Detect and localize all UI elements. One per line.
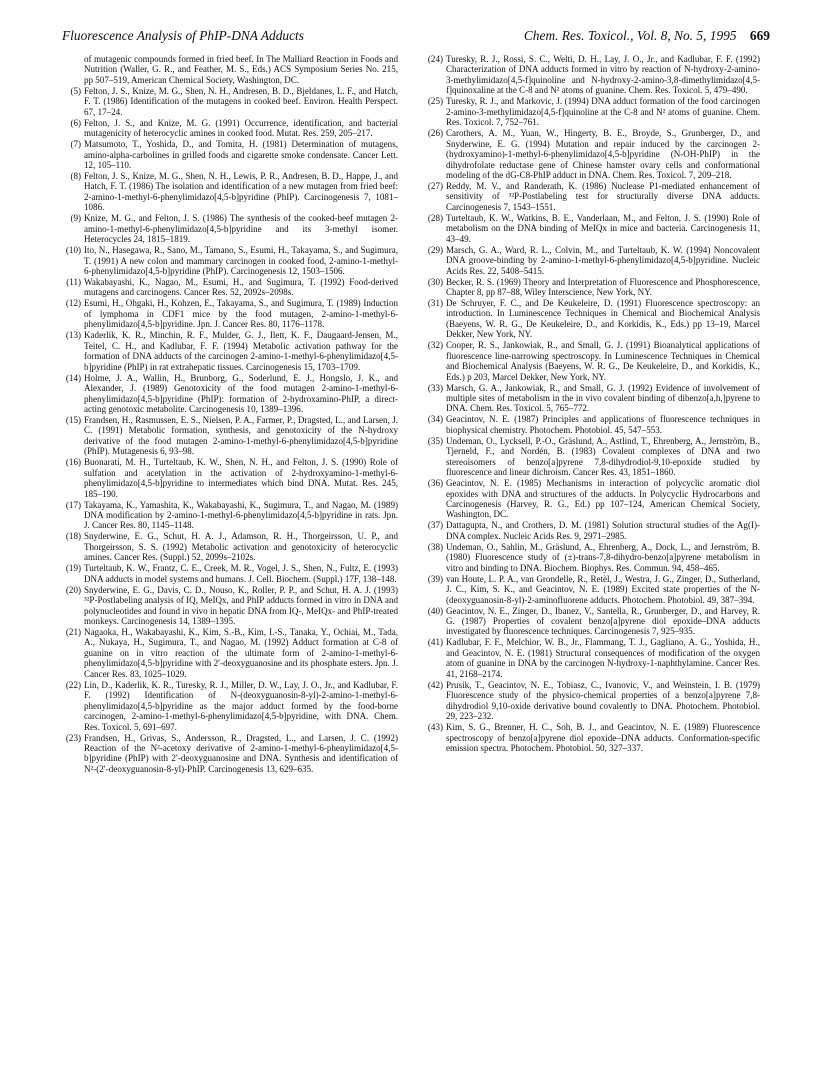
reference-number: (35) — [427, 435, 443, 446]
reference-number: (8) — [70, 170, 81, 181]
reference-text: Esumi, H., Ohgaki, H., Kohzen, E., Takayama, S., and Sugimura, T. (1989) Induction of lymphoma in CDF1 mice by the food mutagen, 2-amino-1-methyl-6-phenylimidazo[4,5-b]pyridine. Jpn. J. Cancer Res. 80, 1176–1178. — [84, 298, 398, 330]
reference-text: Turteltaub, K. W., Watkins, B. E., Vanderlaan, M., and Felton, J. S. (1990) Role of metabolism on the DNA binding of MeIQx in mice and bacteria. Carcinogenesis 11, 43–49. — [446, 212, 760, 244]
reference-number: (26) — [427, 128, 443, 139]
reference-entry — [62, 733, 398, 775]
reference-number: (22) — [65, 679, 81, 690]
reference-entry — [424, 637, 760, 679]
reference-entry — [62, 118, 398, 139]
reference-number: (39) — [427, 573, 443, 584]
reference-number: (15) — [65, 414, 81, 425]
reference-entry — [424, 277, 760, 298]
reference-entry — [62, 563, 398, 584]
reference-entry — [424, 181, 760, 212]
reference-text: Ito, N., Hasegawa, R., Sano, M., Tamano, S., Esumi, H., Takayama, S., and Sugimura, T. (1991) A new colon and mammary carcinogen in cooked food, 2-amino-1-methyl-6-phenylimidazo[4,5-b]pyridine (PhIP). Carcinogenesis 12, 1503–1506. — [84, 245, 398, 277]
reference-text: Holme, J. A., Wallin, H., Brunborg, G., Soderlund, E. J., Hongslo, J. K., and Alexander, J. (1989) Genotoxicity of the food mutagen 2-amino-1-methyl-6-phenylimidazo[4,5-b]pyridine (PhIP): formation of 2-hydroxamino-PhIP, a direct-acting genotoxic metabolite. Carcinogenesis 10, 1389–1396. — [84, 372, 398, 414]
reference-number: (29) — [427, 244, 443, 255]
reference-entry — [424, 414, 760, 435]
reference-entry — [424, 680, 760, 722]
reference-text: Geacintov, N. E., Zinger, D., Ibanez, V., Santella, R., Grunberger, D., and Harvey, R. G. (1987) Properties of covalent benzo[a]pyrene diol epoxide–DNA adducts investigated by fluorescence techniques. Carcinogenesis 7, 925–935. — [446, 605, 760, 637]
reference-number: (19) — [65, 563, 81, 574]
reference-entry — [62, 139, 398, 170]
reference-number: (11) — [66, 277, 81, 288]
reference-number: (34) — [427, 414, 443, 425]
reference-text: Geacintov, N. E. (1985) Mechanisms in interaction of polycyclic aromatic diol epoxides with DNA and structures of the adducts. In Polycyclic Hydrocarbons and Carcinogenesis (Harvey, R. G., Ed.) pp 107–124, American Chemical Society, Washington, DC. — [446, 478, 760, 520]
reference-text: Frandsen, H., Grivas, S., Andersson, R., Dragsted, L., and Larsen, J. C. (1992) Reaction of the N²-acetoxy derivative of 2-amino-1-methyl-6-phenylimidazo[4,5-b]pyridine (PhIP) with 2′-deoxyguanosine and DNA. Synthesis and identification of N²-(2′-deoxyguanosin-8-yl)-PhIP. Carcinogenesis 13, 629–635. — [84, 732, 398, 774]
reference-text: Carothers, A. M., Yuan, W., Hingerty, B. E., Broyde, S., Grunberger, D., and Snyderwine, E. G. (1994) Mutation and repair induced by the carcinogen 2-(hydroxyamino)-1-methyl-6-phenylimidazo[4,5-b]pyridine (N-OH-PhIP) in the dihydrofolate reductase gene of Chinese hamster ovary cells and conformational modeling of the dG-C8-PhIP adduct in DNA. Chem. Res. Toxicol. 7, 209–218. — [446, 128, 760, 180]
reference-number: (41) — [427, 637, 443, 648]
page-number: 669 — [749, 28, 770, 43]
reference-number: (24) — [427, 54, 443, 64]
reference-number: (31) — [427, 297, 443, 308]
references-right-column — [424, 54, 760, 754]
reference-entry — [424, 436, 760, 478]
reference-text: Kaderlik, K. R., Minchin, R. F., Mulder, G. J., Ilett, K. F., Daugaard-Jensen, M., Teitel, C. H., and Kadlubar, F. F. (1994) Metabolic activation pathway for the formation of DNA adducts of the carcinogen 2-amino-1-methyl-6-phenylimidazo[4,5-b]pyridine (PhIP) in rat extrahepatic tissues. Carcinogenesis 15, 1703–1709. — [84, 330, 398, 372]
reference-entry — [62, 373, 398, 415]
reference-entry — [62, 54, 398, 85]
reference-text: Knize, M. G., and Felton, J. S. (1986) The synthesis of the cooked-beef mutagen 2-amino-1-methyl-6-phenylimidazo[4,5-b]pyridine and its 3-methyl isomer. Heterocycles 24, 1815–1819. — [84, 213, 398, 245]
reference-text: of mutagenic compounds formed in fried beef. In The Malliard Reaction in Foods and Nutrition (Waller, G. R., and Feather, M. S., Eds.) ACS Symposium Series No. 215, pp 507–519, American Chemical Society, Washington, DC. — [84, 54, 398, 85]
reference-text: Felton, J. S., and Knize, M. G. (1991) Occurrence, identification, and bacterial mutagenicity of heterocyclic amines in cooked food. Mutat. Res. 259, 205–217. — [84, 117, 398, 139]
reference-entry — [62, 277, 398, 298]
reference-text: Reddy, M. V., and Randerath, K. (1986) Nuclease P1-mediated enhancement of sensitivity of ³²P-Postlabeling test for structurally diverse DNA adducts. Carcinogenesis 7, 1543–1551. — [446, 180, 760, 212]
reference-number: (28) — [427, 212, 443, 223]
reference-text: Dattagupta, N., and Crothers, D. M. (1981) Solution structural studies of the Ag(I)-DNA complex. Nucleic Acids Res. 9, 2971–2985. — [446, 520, 760, 541]
reference-entry — [62, 627, 398, 679]
reference-number: (6) — [70, 117, 81, 128]
reference-number: (7) — [70, 139, 81, 150]
reference-entry — [62, 585, 398, 627]
reference-entry — [424, 722, 760, 753]
running-header — [62, 28, 770, 46]
reference-text: Becker, R. S. (1969) Theory and Interpretation of Fluorescence and Phosphorescence, Chapter 8, pp 87–88, Wiley Interscience, New York, NY. — [446, 276, 760, 297]
reference-number: (32) — [427, 340, 443, 351]
reference-number: (43) — [427, 722, 443, 733]
reference-entry — [62, 500, 398, 531]
reference-text: van Houte, L. P. A., van Grondelle, R., Retèl, J., Westra, J. G., Zinger, D., Sutherland, J. C., Kim, S. K., and Geacintov, N. E. (1989) Excited state properties of the N-(deoxyguanosin-8-yl)-2-aminofluorene adducts. Photochem. Photobiol. 49, 387–394. — [446, 573, 760, 605]
reference-number: (5) — [70, 85, 81, 96]
reference-entry — [424, 574, 760, 605]
reference-text: Snyderwine, E. G., Davis, C. D., Nouso, K., Roller, P. P., and Schut, H. A. J. (1993) ³²P-Postlabeling analysis of IQ, MeIQx, and PhIP adducts formed in vitro in DNA and polynucleotides and found in vivo in hepatic DNA from IQ-, MeIQx- and PhIP-treated monkeys. Carcinogenesis 14, 1389–1395. — [84, 584, 398, 627]
reference-entry — [62, 457, 398, 499]
reference-text: Undeman, O., Lycksell, P.-O., Gräslund, A., Astlind, T., Ehrenberg, A., Jernström, B., Tjerneld, F., and Nordén, B. (1983) Covalent complexes of DNA and two stereoisomers of benzo[a]pyrene 7,8-dihydrodiol-9,10-epoxide studied by fluorescence and linear dichroism. Cancer Res. 43, 1851–1860. — [446, 435, 760, 478]
reference-entry — [424, 340, 760, 382]
references-left-column — [62, 54, 398, 775]
reference-text: Snyderwine, E. G., Schut, H. A. J., Adamson, R. H., Thorgeirsson, U. P., and Thorgeirsson, S. S. (1992) Metabolic activation and genotoxicity of heterocyclic amines. Cancer Res. (Suppl.) 52, 2099s–2102s. — [84, 531, 398, 563]
reference-entry — [424, 213, 760, 244]
reference-entry — [62, 298, 398, 329]
reference-number: (14) — [65, 372, 81, 383]
reference-text: De Schruyer, F. C., and De Keukeleire, D. (1991) Fluorescence spectroscopy: an introduction. In Luminescence Techniques in Chemical and Biochemical Analysis (Baeyens, W. R. G., De Keukeleire, D., and Korkidis, K., Eds.) pp 13–19, Marcel Dekker, New York, NY. — [446, 297, 760, 340]
reference-text: Kadlubar, F. F., Melchior, W. B., Jr., Flammang, T. J., Gagliano, A. G., Yoshida, H., and Geacintov, N. E. (1981) Structural consequences of modification of the oxygen atom of guanine in DNA by the carcinogen N-hydroxy-1-naphthylamine. Cancer Res. 41, 2168–2174. — [446, 637, 760, 679]
reference-number: (27) — [427, 180, 443, 191]
reference-number: (21) — [65, 626, 81, 637]
reference-text: Marsch, G. A., Ward, R. L., Colvin, M., and Turteltaub, K. W. (1994) Noncovalent DNA groove-binding by 2-amino-1-methyl-6-phenylimidazo[4,5-b]pyridine. Nucleic Acids Res. 22, 5408–5415. — [446, 244, 760, 276]
reference-text: Nagaoka, H., Wakabayashi, K., Kim, S.-B., Kim, I.-S., Tanaka, Y., Ochiai, M., Tada, A., Nukaya, H., Sugimura, T., and Nagao, M. (1992) Adduct formation at C-8 of guanine on in vitro reaction of the ultimate form of 2-amino-1-methyl-6-phenylimidazo[4,5-b]pyridine with 2′-deoxyguanosine and its phosphate esters. Jpn. J. Cancer Res. 83, 1025–1029. — [84, 626, 398, 679]
reference-number: (38) — [427, 541, 443, 552]
reference-number: (33) — [427, 382, 443, 393]
reference-text: Wakabayashi, K., Nagao, M., Esumi, H., and Sugimura, T. (1992) Food-derived mutagens and carcinogens. Cancer Res. 52, 2092s–2098s. — [84, 277, 398, 298]
journal-name: Chem. Res. Toxicol., — [523, 28, 634, 43]
reference-number: (40) — [427, 605, 443, 616]
reference-number: (13) — [65, 330, 81, 341]
reference-number: (12) — [65, 298, 81, 309]
reference-text: Felton, J. S., Knize, M. G., Shen, N. H., Lewis, P. R., Andresen, B. D., Happe, J., and Hatch, F. T. (1986) The isolation and identification of a new mutagen from fried beef: 2-amino-1-methyl-6-phenylimidazo[4,5-b]pyridine (PhIP). Carcinogenesis 7, 1081–1086. — [84, 170, 398, 213]
reference-text: Takayama, K., Yamashita, K., Wakabayashi, K., Sugimura, T., and Nagao, M. (1989) DNA modification by 2-amino-1-methyl-6-phenylimidazo[4,5-b]pyridine in rats. Jpn. J. Cancer Res. 80, 1145–1148. — [84, 499, 398, 531]
reference-text: Geacintov, N. E. (1987) Principles and applications of fluorescence techniques in biophysical chemistry. Photochem. Photobiol. 45, 547–553. — [446, 414, 760, 435]
reference-entry — [424, 298, 760, 340]
reference-text: Prusik, T., Geacintov, N. E., Tobiasz, C., Ivanovic, V., and Weinstein, I. B. (1979) Fluorescence study of the physico-chemical properties of a benzo[a]pyrene 7,8-dihydrodiol 9,10-oxide derivative bound covalently to DNA. Photochem. Photobiol. 29, 223–232. — [446, 679, 760, 722]
reference-text: Turesky, R. J., and Markovic, J. (1994) DNA adduct formation of the food carcinogen 2-amino-3-methylimidazo[4,5-f]quinoline at the C-8 and N² atoms of guanine. Chem. Res. Toxicol. 7, 752–761. — [446, 96, 760, 128]
reference-entry — [424, 606, 760, 637]
reference-entry — [424, 542, 760, 573]
reference-entry — [62, 86, 398, 117]
running-title: Fluorescence Analysis of PhIP-DNA Adducts — [62, 28, 304, 43]
reference-entry — [424, 520, 760, 541]
reference-text: Frandsen, H., Rasmussen, E. S., Nielsen, P. A., Farmer, P., Dragsted, L., and Larsen, J. C. (1991) Metabolic formation, synthesis, and genotoxicity of the N-hydroxy derivative of the food mutagen 2-amino-1-methyl-6-phenylimidazo[4,5-b]pyridine (PhIP). Mutagenesis 6, 93–98. — [84, 414, 398, 457]
journal-citation — [524, 28, 770, 44]
reference-number: (37) — [427, 520, 443, 531]
reference-text: Buonarati, M. H., Turteltaub, K. W., Shen, N. H., and Felton, J. S. (1990) Role of sulfation and acetylation in the activation of 2-hydroxyamino-1-methyl-6-phenylimidazo[4,5-b]pyridine to intermediates which bind DNA. Mutat. Res. 245, 185–190. — [84, 457, 398, 499]
reference-entry — [62, 330, 398, 372]
reference-entry — [62, 171, 398, 213]
reference-entry — [424, 478, 760, 520]
reference-text: Matsumoto, T., Yoshida, D., and Tomita, H. (1981) Determination of mutagens, amino-alpha-carbolines in grilled foods and cigarette smoke condensate. Cancer Lett. 12, 105–110. — [84, 139, 398, 171]
reference-entry — [424, 96, 760, 127]
reference-text: Felton, J. S., Knize, M. G., Shen, N. H., Andresen, B. D., Bjeldanes, L. F., and Hatch, F. T. (1986) Identification of the mutagens in cooked beef. Environ. Health Perspect. 67, 17–24. — [84, 85, 398, 117]
reference-number: (20) — [65, 584, 81, 595]
reference-text: Kim, S. G., Brenner, H. C., Soh, B. J., and Geacintov, N. E. (1989) Fluorescence spectroscopy of benzo[a]pyrene diol epoxide–DNA adducts. Conformation-specific emission spectra. Photochem. Photobiol. 50, 327–337. — [446, 722, 760, 753]
reference-number: (36) — [427, 478, 443, 489]
reference-entry — [62, 415, 398, 457]
reference-entry — [424, 245, 760, 276]
reference-entry — [62, 213, 398, 244]
reference-number: (10) — [65, 245, 81, 256]
reference-text: Turesky, R. J., Rossi, S. C., Welti, D. H., Lay, J. O., Jr., and Kadlubar, F. F. (1992) Characterization of DNA adducts formed in vitro by reaction of N-hydroxy-2-amino-3-methylimidazo[4,5-f]quinoline and N-hydroxy-2-amino-3,8-dimethylimidazo[4,5-f]quinoxaline at the C-8 and N² atoms of guanine. Chem. Res. Toxicol. 5, 479–490. — [446, 54, 760, 96]
reference-entry — [424, 54, 760, 96]
reference-number: (9) — [70, 213, 81, 224]
reference-number: (18) — [65, 531, 81, 542]
reference-text: Lin, D., Kaderlik, K. R., Turesky, R. J., Miller, D. W., Lay, J. O., Jr., and Kadlubar, F. F. (1992) Identification of N-(deoxyguanosin-8-yl)-2-amino-1-methyl-6-phenylimidazo[4,5-b]pyridine as the major adduct formed by the food-borne carcinogen, 2-amino-1-methyl-6-phenylimidazo[4,5-b]pyridine, with DNA. Chem. Res. Toxicol. 5, 691–697. — [84, 679, 398, 732]
reference-text: Turteltaub, K. W., Frantz, C. E., Creek, M. R., Vogel, J. S., Shen, N., Fultz, E. (1993) DNA adducts in model systems and humans. J. Cell. Biochem. (Suppl.) 17F, 138–148. — [84, 563, 398, 584]
reference-number: (25) — [427, 96, 443, 107]
reference-entry — [62, 680, 398, 732]
reference-number: (42) — [427, 679, 443, 690]
reference-text: Marsch, G. A., Jankowiak, R., and Small, G. J. (1992) Evidence of involvement of multiple sites of metabolism in the in vivo covalent binding of dibenzo[a,h,]pyrene to DNA. Chem. Res. Toxicol. 5, 765–772. — [446, 382, 760, 414]
reference-number: (16) — [65, 457, 81, 468]
reference-entry — [424, 383, 760, 414]
journal-volume: Vol. 8, No. 5, 1995 — [636, 28, 737, 43]
reference-number: (23) — [65, 732, 81, 743]
reference-entry — [424, 128, 760, 180]
reference-text: Cooper, R. S., Jankowiak, R., and Small, G. J. (1991) Bioanalytical applications of fluorescence line-narrowing spectroscopy. In Luminescence Techniques in Chemical and Biochemical Analysis (Baeyens, W. R. G., De Keukeleire, D., and Korkidis, K., Eds.) p 203, Marcel Dekker, New York, NY. — [446, 340, 760, 382]
reference-entry — [62, 245, 398, 276]
reference-text: Undeman, O., Sahlin, M., Gräslund, A., Ehrenberg, A., Dock, L., and Jernström, B. (1980) Fluorescence study of (±)-trans-7,8-dihydro-benzo[a]pyrene metabolism in vitro and binding to DNA. Biochem. Biophys. Res. Commun. 94, 458–465. — [446, 541, 760, 573]
reference-number: (30) — [427, 276, 443, 287]
reference-number: (17) — [65, 499, 81, 510]
reference-entry — [62, 531, 398, 562]
